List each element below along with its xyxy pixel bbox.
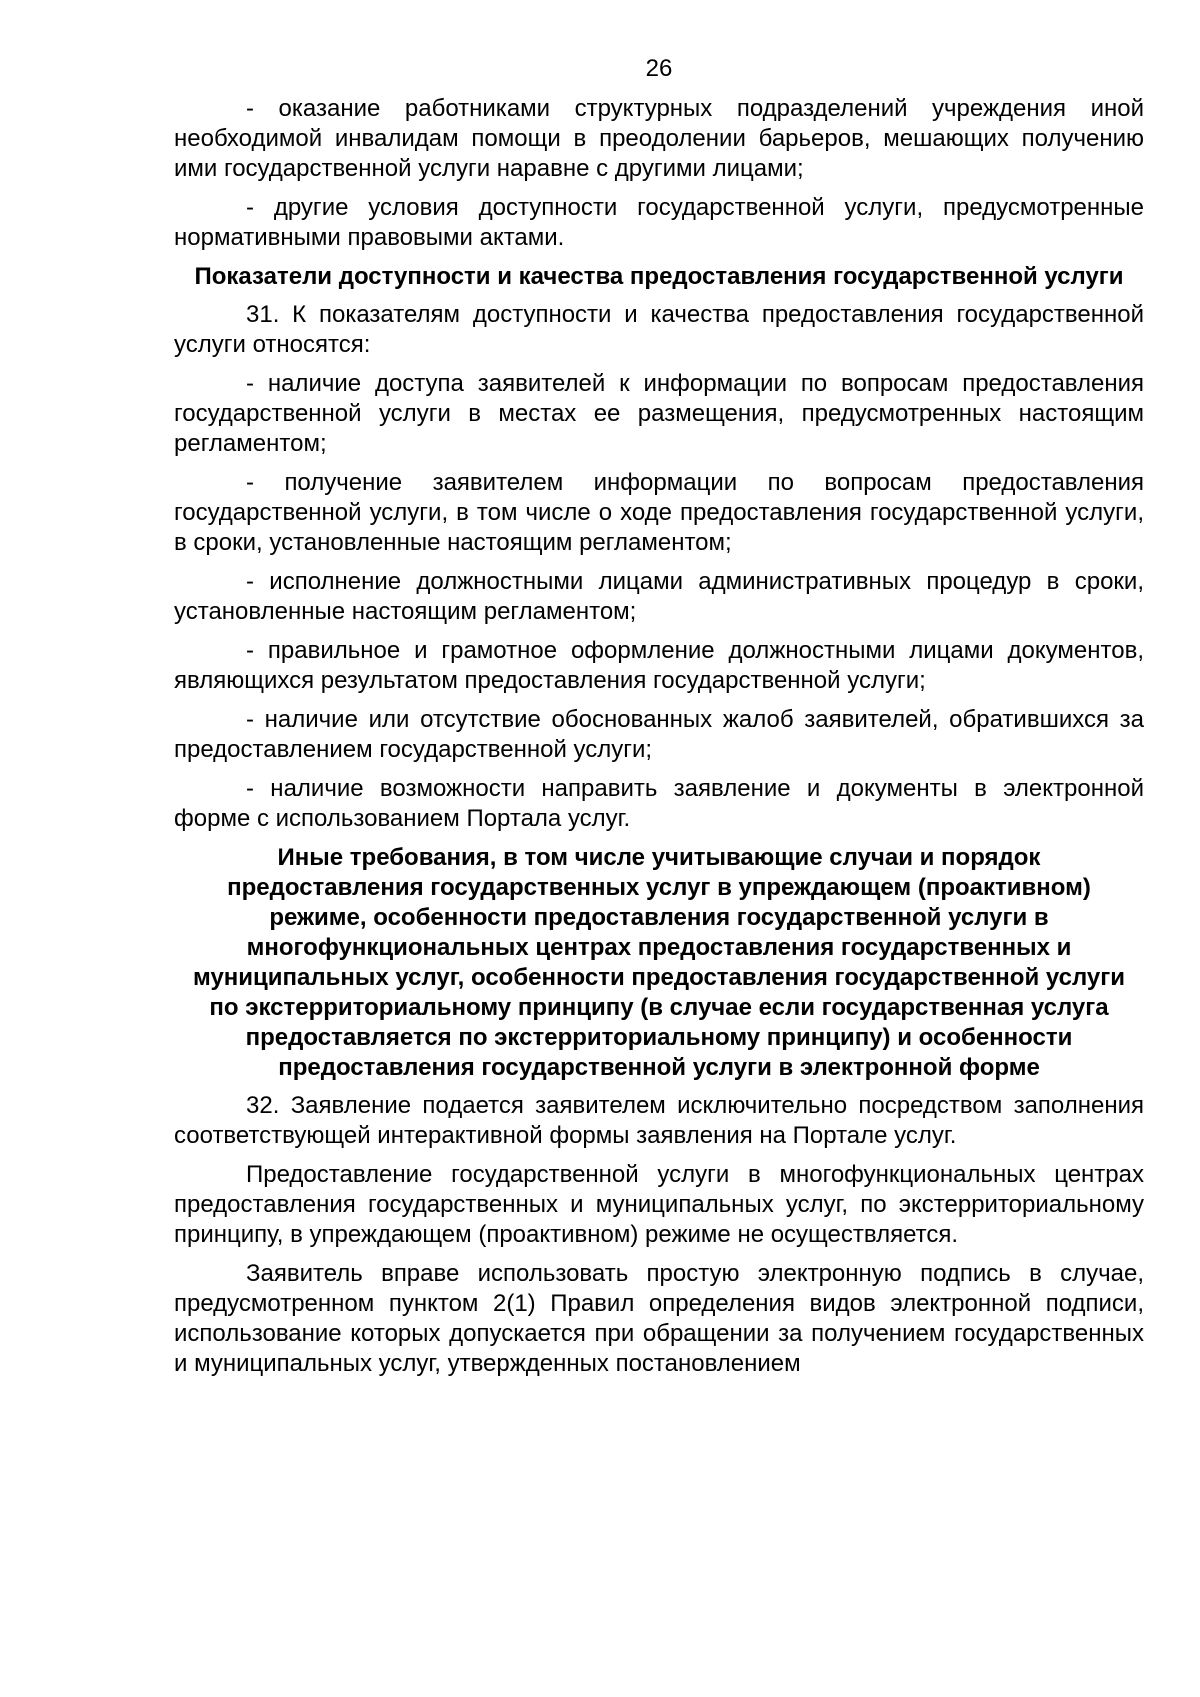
list-item: - правильное и грамотное оформление должностными лицами документов, являющихся результатом предоставления государственной услуги; (174, 637, 1144, 694)
page-number: 26 (645, 55, 673, 82)
heading-other-requirements: Иные требования, в том числе учитывающие случаи и порядок предоставления государственных услуг в упреждающем (проактивном) режиме, особенности предоставления государственной услуги в многофункциональных центрах предоставления государственных и муниципальных услуг, особенности предоставления государственной услуги по экстерриториальному принципу (в случае если государственная услуга предоставляется по экстерриториальному принципу) и особенности предоставления государственной услуги в электронной форме (193, 844, 1125, 1081)
heading-accessibility-indicators: Показатели доступности и качества предоставления государственной услуги (194, 263, 1124, 290)
paragraph-mfc-not-provided: Предоставление государственной услуги в многофункциональных центрах предоставления государственных и муниципальных услуг, по экстерриториальному принципу, в упреждающем (проактивном) режиме не осуществляется. (174, 1161, 1144, 1248)
paragraph-32: 32. Заявление подается заявителем исключительно посредством заполнения соответствующей интерактивной формы заявления на Портале услуг. (174, 1092, 1144, 1149)
paragraph-31-intro: 31. К показателям доступности и качества предоставления государственной услуги относятся: (174, 301, 1144, 358)
list-item: - исполнение должностными лицами административных процедур в сроки, установленные настоящим регламентом; (174, 568, 1144, 625)
paragraph-electronic-signature: Заявитель вправе использовать простую электронную подпись в случае, предусмотренном пунктом 2(1) Правил определения видов электронной подписи, использование которых допускается при обращении за получением государственных и муниципальных услуг, утвержденных постановлением (174, 1260, 1144, 1377)
list-item: - наличие доступа заявителей к информации по вопросам предоставления государственной услуги в местах ее размещения, предусмотренных настоящим регламентом; (174, 370, 1144, 457)
list-item: - наличие возможности направить заявление и документы в электронной форме с использованием Портала услуг. (174, 775, 1144, 832)
paragraph-other-conditions: - другие условия доступности государственной услуги, предусмотренные нормативными правовыми актами. (174, 194, 1144, 251)
list-item: - получение заявителем информации по вопросам предоставления государственной услуги, в том числе о ходе предоставления государственной услуги, в сроки, установленные настоящим регламентом; (174, 469, 1144, 556)
document-page (174, 54, 1144, 1388)
paragraph-assistance: - оказание работниками структурных подразделений учреждения иной необходимой инвалидам помощи в преодолении барьеров, мешающих получению ими государственной услуги наравне с другими лицами; (174, 95, 1144, 182)
list-item: - наличие или отсутствие обоснованных жалоб заявителей, обратившихся за предоставлением государственной услуги; (174, 706, 1144, 763)
